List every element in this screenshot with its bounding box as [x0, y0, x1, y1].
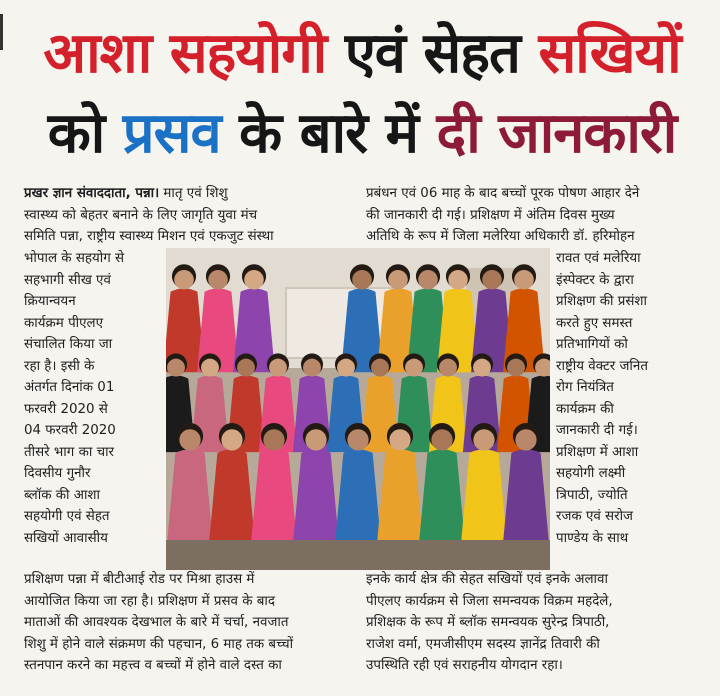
article-line: राष्ट्रीय वेक्टर जनित	[556, 358, 648, 374]
headline-part: सखियों	[538, 21, 681, 86]
article-line: सहभागी सीख एवं	[24, 272, 111, 288]
article-right-bottom	[366, 569, 696, 677]
photo-person-face	[174, 270, 194, 290]
article-line: प्रशिक्षण पन्ना में बीटीआई रोड पर मिश्रा हाउस में	[24, 572, 255, 587]
article-line: क्रियान्वयन	[24, 294, 76, 309]
photo-person-face	[201, 359, 219, 377]
article-line: तीसरे भाग का चार	[24, 444, 115, 460]
article-line: संचालित किया जा	[24, 337, 113, 352]
article-line: पीएलए कार्यक्रम से जिला समन्वयक विक्रम महदेले,	[366, 593, 613, 609]
photo-person-face	[431, 429, 452, 450]
article-line: ब्लॉक की आशा	[24, 487, 101, 503]
article-line: उपस्थिति रही एवं सराहनीय योगदान रहा।	[366, 658, 563, 673]
article-line: भोपाल के सहयोग से	[24, 251, 125, 266]
photo-person-face	[263, 429, 284, 450]
headline-part: दी जानकारी	[436, 101, 677, 166]
headline-part: आशा सहयोगी	[43, 21, 327, 86]
page-edge-mark	[0, 14, 3, 50]
article-line: प्रबंधन एवं 06 माह के बाद बच्चों पूरक पोषण आहार देने	[366, 186, 640, 201]
photo-person-face	[179, 429, 200, 450]
photo-person-face	[515, 429, 536, 450]
article-line: फरवरी 2020 से	[24, 401, 108, 417]
photo-person-face	[305, 429, 326, 450]
article-line: प्रशिक्षक के रूप में ब्लॉक समन्वयक सुरेन्द्र त्रिपाठी,	[366, 615, 610, 630]
photo-person-face	[237, 359, 255, 377]
article-line: अतिथि के रूप में जिला मलेरिया अधिकारी डॉ. हरिमोहन	[366, 229, 635, 244]
article-line: प्रशिक्षण की प्रसंशा	[556, 294, 647, 309]
photo-person-face	[337, 359, 355, 377]
article-line: कार्यक्रम पीएलए	[24, 315, 104, 331]
group-photo	[166, 248, 550, 570]
photo-person-face	[418, 270, 438, 290]
article-right-mid	[556, 248, 696, 549]
article-line: करते हुए समस्त	[556, 315, 633, 331]
photo-floor-mat	[166, 540, 550, 570]
article-line: प्रशिक्षण में आशा	[556, 444, 639, 460]
article-line: कार्यक्रम की	[556, 401, 614, 417]
article-line: सहयोगी लक्ष्मी	[556, 466, 626, 481]
article-line: रावत एवं मलेरिया	[556, 251, 641, 266]
photo-person-face	[244, 270, 264, 290]
article-line-text: मातृ एवं शिशु	[163, 186, 228, 201]
article-line: अंतर्गत दिनांक 01	[24, 380, 115, 395]
photo-person-face	[371, 359, 389, 377]
article-line: राजेश वर्मा, एमजीसीएम सदस्य ज्ञानेंद्र तिवारी की	[366, 636, 600, 652]
headline-part: को	[47, 101, 105, 166]
photo-person-face	[208, 270, 228, 290]
article-left-bottom	[24, 569, 350, 677]
article-left-top	[24, 183, 350, 248]
photo-person-face	[388, 270, 408, 290]
article-line: जानकारी दी गई।	[556, 423, 638, 438]
photo-person-face	[389, 429, 410, 450]
article-line: स्वास्थ्य को बेहतर बनाने के लिए जागृति युवा मंच	[24, 207, 258, 223]
group-photo-icon	[166, 248, 550, 570]
article-line: रहा है। इसी के	[24, 358, 95, 374]
article-line: इनके कार्य क्षेत्र की सेहत सखियों एवं इनके अलावा	[366, 572, 608, 587]
photo-person-face	[347, 429, 368, 450]
photo-person-face	[507, 359, 525, 377]
photo-person-face	[514, 270, 534, 290]
photo-person-face	[167, 359, 185, 377]
headline-line-2	[12, 100, 712, 168]
article-line: पाण्डेय के साथ	[556, 530, 629, 546]
photo-person-face	[448, 270, 468, 290]
article-line: स्तनपान करने का महत्त्व व बच्चों में होने वाले दस्त का	[24, 658, 282, 673]
headline-part: एवं सेहत	[344, 21, 520, 86]
article-line: आयोजित किया जा रहा है। प्रशिक्षण में प्रसव के बाद	[24, 593, 276, 609]
photo-person-face	[303, 359, 321, 377]
photo-person-face	[473, 429, 494, 450]
article-line: सखियों आवासीय	[24, 530, 108, 546]
article-line: सहयोगी एवं सेहत	[24, 509, 110, 524]
photo-person-face	[482, 270, 502, 290]
photo-person-face	[221, 429, 242, 450]
photo-person-face	[439, 359, 457, 377]
article-line: दिवसीय गुनौर	[24, 466, 91, 481]
article-line	[24, 183, 350, 205]
article-right-top	[366, 183, 696, 248]
article-line: की जानकारी दी गई। प्रशिक्षण में अंतिम दिवस मुख्य	[366, 207, 615, 223]
photo-person-face	[405, 359, 423, 377]
photo-person-face	[473, 359, 491, 377]
article-line: माताओं की आवश्यक देखभाल के बारे में चर्चा, नवजात	[24, 615, 289, 630]
photo-person-face	[352, 270, 372, 290]
photo-person-face	[269, 359, 287, 377]
article-line: इंस्पेक्टर के द्वारा	[556, 272, 634, 288]
article-line: रोग नियंत्रित	[556, 380, 614, 395]
article-line: त्रिपाठी, ज्योति	[556, 487, 628, 503]
article-line: रजक एवं सरोज	[556, 509, 633, 524]
headline-part: के बारे में	[239, 101, 418, 166]
byline: प्रखर ज्ञान संवाददाता, पन्ना।	[24, 186, 160, 201]
article-left-mid	[24, 248, 168, 549]
article-line: प्रतिभागियों को	[556, 337, 628, 352]
article-line: शिशु में होने वाले संक्रमण की पहचान, 6 माह तक बच्चों	[24, 636, 294, 652]
headline-part: प्रसव	[122, 101, 221, 166]
headline-line-1	[12, 20, 712, 88]
article-line: समिति पन्ना, राष्ट्रीय स्वास्थ्य मिशन एवं एकजुट संस्था	[24, 229, 274, 244]
article-line: 04 फरवरी 2020	[24, 423, 116, 438]
